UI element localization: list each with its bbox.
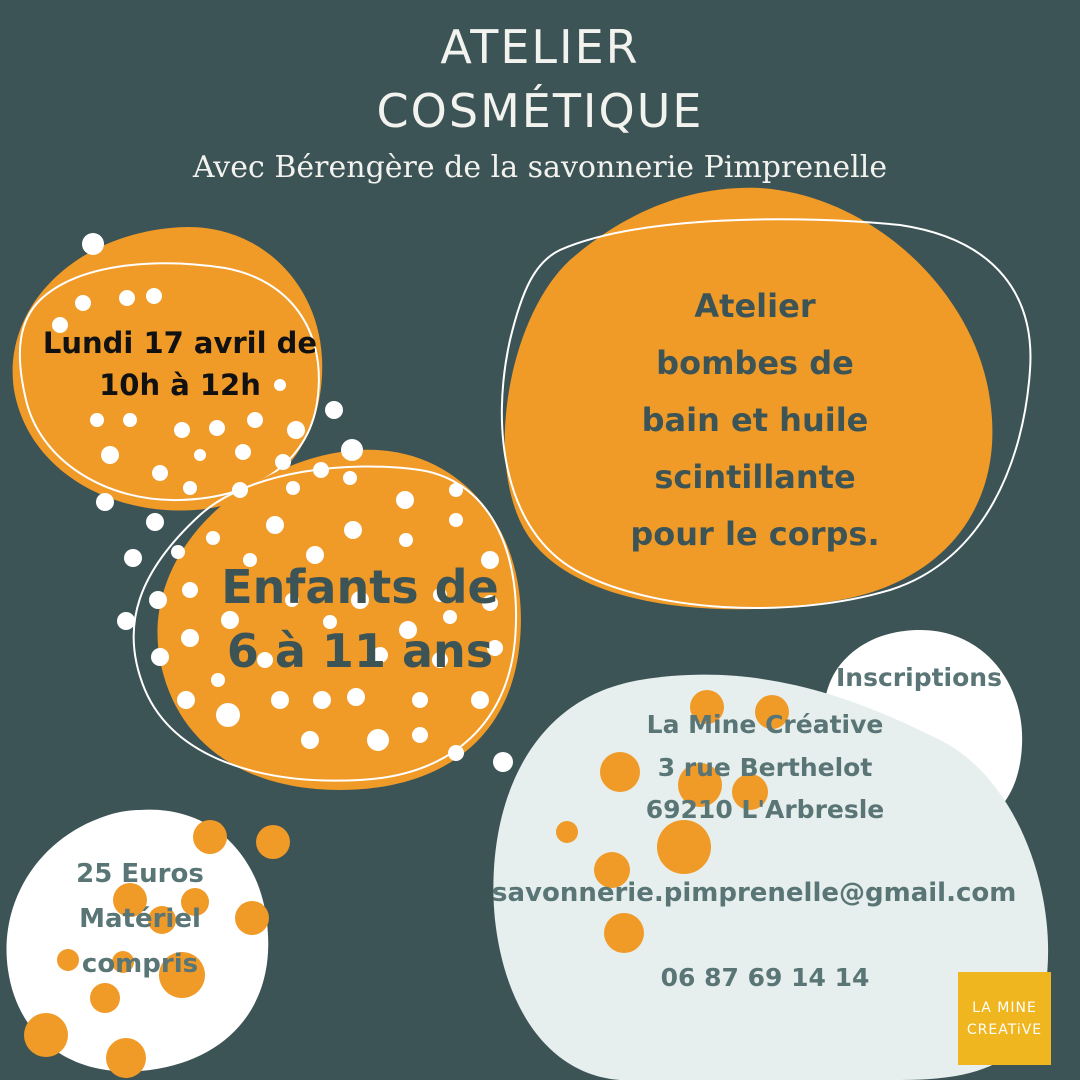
date-line-2: 10h à 12h [99, 368, 261, 402]
logo-line-2: CREATiVE [966, 1021, 1043, 1038]
venue-name: La Mine Créative [646, 710, 884, 739]
price-line-3: compris [81, 949, 199, 979]
audience-block [195, 555, 525, 683]
subtitle: Avec Bérengère de la savonnerie Pimprenelle [192, 150, 888, 185]
price-line-2: Matériel [79, 904, 201, 934]
activity-line-1: Atelier [694, 287, 816, 325]
venue-city: 69210 L'Arbresle [645, 795, 885, 824]
activity-line-2: bombes de [656, 344, 854, 382]
logo-line-1: LA MINE [972, 999, 1037, 1016]
title-line-1: ATELIER [440, 20, 640, 74]
price-block [50, 852, 230, 987]
date-line-1: Lundi 17 avril de [42, 326, 318, 360]
activity-block [590, 278, 920, 563]
contact-phone[interactable]: 06 87 69 14 14 [660, 963, 870, 992]
activity-line-5: pour le corps. [630, 515, 880, 553]
la-mine-creative-logo [958, 972, 1051, 1065]
title-line-2: COSMÉTIQUE [376, 84, 704, 138]
inscriptions-title: Inscriptions [836, 663, 1002, 692]
price-line-1: 25 Euros [76, 859, 204, 889]
audience-line-2: 6 à 11 ans [226, 624, 494, 678]
activity-line-4: scintillante [654, 458, 856, 496]
contact-email[interactable]: savonnerie.pimprenelle@gmail.com [492, 878, 1017, 908]
activity-line-3: bain et huile [641, 401, 869, 439]
venue-street: 3 rue Berthelot [657, 753, 873, 782]
audience-line-1: Enfants de [221, 560, 499, 614]
date-block [20, 322, 340, 406]
